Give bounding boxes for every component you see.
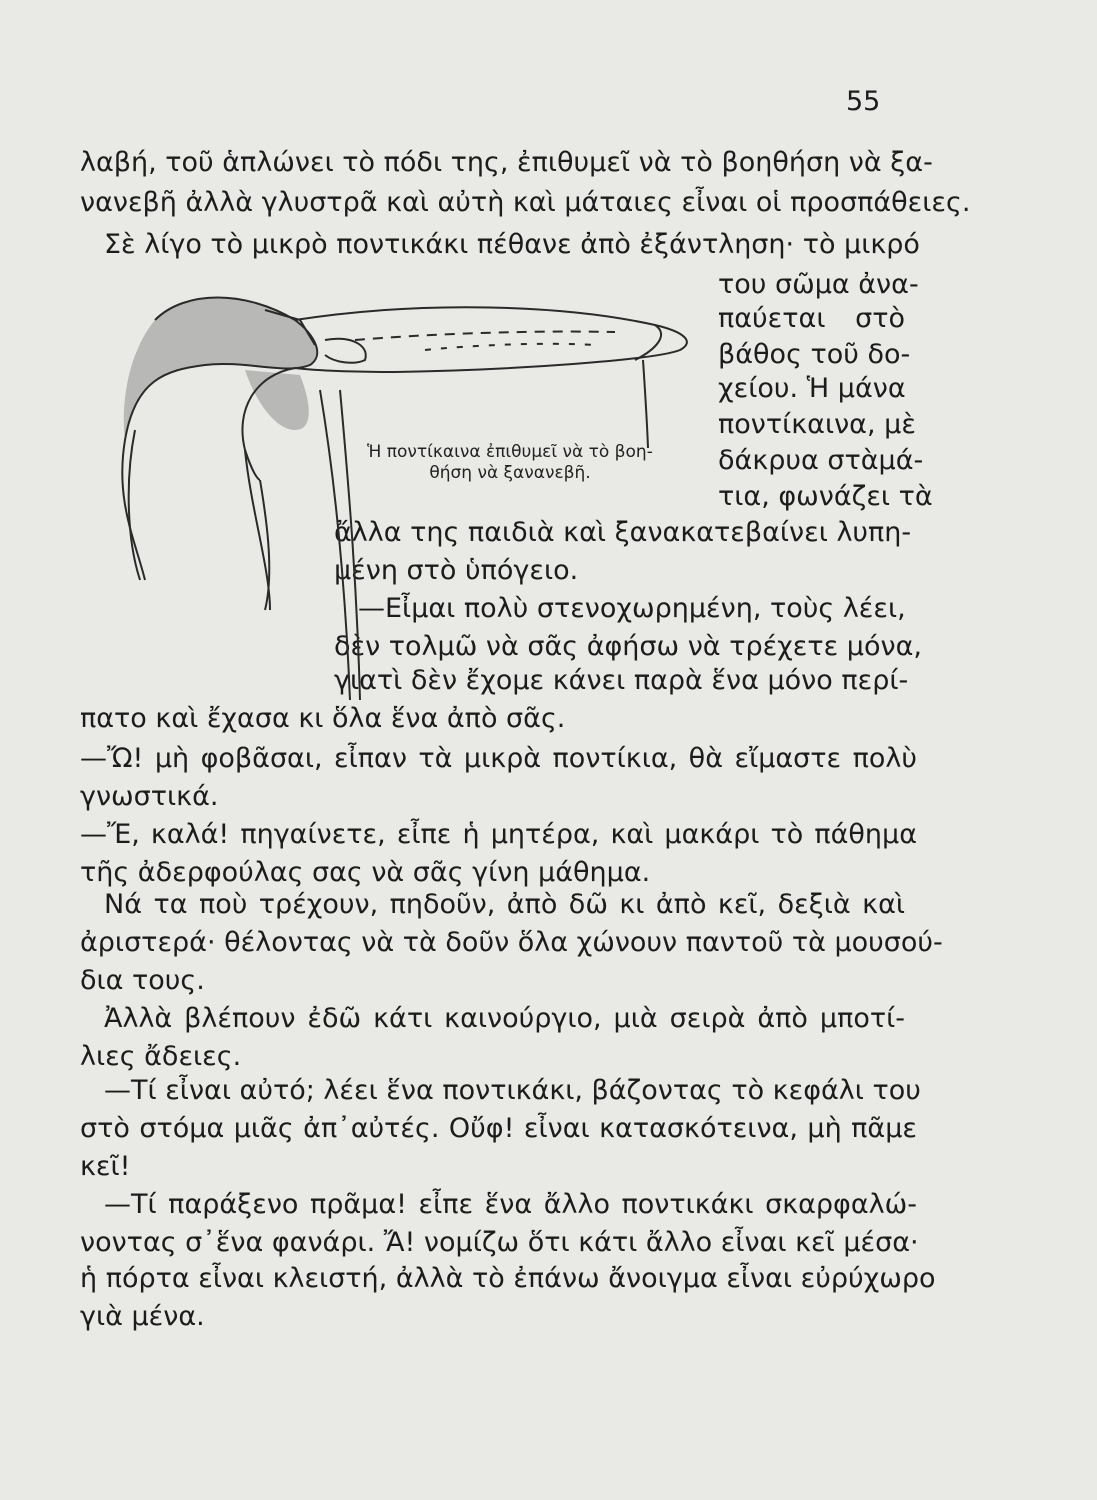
- text-line: Νά τα ποὺ τρέχουν, πηδοῦν, ἀπὸ δῶ κι ἀπὸ κεῖ, δεξιὰ καὶ: [104, 889, 905, 920]
- mouse-bottle-illustration: [95, 280, 715, 700]
- text-line: δὲν τολμῶ νὰ σᾶς ἀφήσω νὰ τρέχετε μόνα,: [334, 631, 922, 662]
- caption-line-2: θήση νὰ ξανανεβῆ.: [429, 463, 591, 483]
- text-line: τια, φωνάζει τὰ: [718, 481, 933, 512]
- text-line: κεῖ!: [80, 1151, 131, 1182]
- text-line: ἄλλα της παιδιὰ καὶ ξανακατεβαίνει λυπη-: [334, 517, 912, 548]
- text-line: δια τους.: [80, 965, 205, 996]
- text-line: —Εἶμαι πολὺ στενοχωρημένη, τοὺς λέει,: [358, 593, 906, 624]
- text-line: δάκρυα στὰμά-: [718, 445, 924, 476]
- text-line: Ἀλλὰ βλέπουν ἐδῶ κάτι καινούργιο, μιὰ σειρὰ ἀπὸ μποτί-: [104, 1003, 905, 1034]
- caption-line-1: Ἡ ποντίκαινα ἐπιθυμεῖ νὰ τὸ βοη-: [367, 442, 653, 462]
- text-line: πατο καὶ ἔχασα κι ὅλα ἕνα ἀπὸ σᾶς.: [80, 703, 566, 734]
- text-line: στὸ στόμα μιᾶς ἀπ᾽αὐτές. Οὔφ! εἶναι κατασκότεινα, μὴ πᾶμε: [80, 1113, 917, 1144]
- text-line: νοντας σ᾽ἕνα φανάρι. Ἄ! νομίζω ὅτι κάτι ἄλλο εἶναι κεῖ μέσα·: [80, 1227, 919, 1258]
- page-number: 55: [846, 86, 881, 117]
- text-line: —Ὤ! μὴ φοβᾶσαι, εἶπαν τὰ μικρὰ ποντίκια, θὰ εἴμαστε πολὺ: [80, 743, 917, 774]
- illustration-caption: [335, 442, 685, 484]
- text-line: ἡ πόρτα εἶναι κλειστή, ἀλλὰ τὸ ἐπάνω ἄνοιγμα εἶναι εὐρύχωρο: [80, 1263, 936, 1294]
- text-line: τῆς ἀδερφούλας σας νὰ σᾶς γίνη μάθημα.: [80, 857, 651, 888]
- text-line: ἀριστερά· θέλοντας νὰ τὰ δοῦν ὅλα χώνουν παντοῦ τὰ μουσού-: [80, 927, 943, 958]
- text-line: λαβή, τοῦ ἁπλώνει τὸ πόδι της, ἐπιθυμεῖ νὰ τὸ βοηθήση νὰ ξα-: [80, 147, 933, 178]
- text-line: παύεται στὸ: [718, 303, 905, 334]
- text-line: γιὰ μένα.: [80, 1301, 205, 1332]
- text-line: λιες ἄδειες.: [80, 1041, 242, 1072]
- text-line: μένη στὸ ὑπόγειο.: [334, 555, 579, 586]
- text-line: χείου. Ἡ μάνα: [718, 373, 906, 404]
- text-line: —Ἔ, καλά! πηγαίνετε, εἶπε ἡ μητέρα, καὶ μακάρι τὸ πάθημα: [80, 819, 917, 850]
- text-line: —Τί παράξενο πρᾶμα! εἶπε ἕνα ἄλλο ποντικάκι σκαρφαλώ-: [104, 1189, 917, 1220]
- text-line: γνωστικά.: [80, 781, 219, 812]
- text-line: Σὲ λίγο τὸ μικρὸ ποντικάκι πέθανε ἀπὸ ἐξάντληση· τὸ μικρό: [104, 229, 920, 260]
- text-line: ποντίκαινα, μὲ: [718, 409, 916, 440]
- text-line: νανεβῆ ἀλλὰ γλυστρᾶ καὶ αὐτὴ καὶ μάταιες εἶναι οἱ προσπάθειες.: [80, 187, 971, 218]
- text-line: του σῶμα ἀνα-: [718, 269, 919, 300]
- text-line: βάθος τοῦ δο-: [718, 339, 911, 370]
- text-line: —Τί εἶναι αὐτό; λέει ἕνα ποντικάκι, βάζοντας τὸ κεφάλι του: [104, 1075, 921, 1106]
- text-line: γιατὶ δὲν ἔχομε κάνει παρὰ ἕνα μόνο περί-: [334, 665, 909, 696]
